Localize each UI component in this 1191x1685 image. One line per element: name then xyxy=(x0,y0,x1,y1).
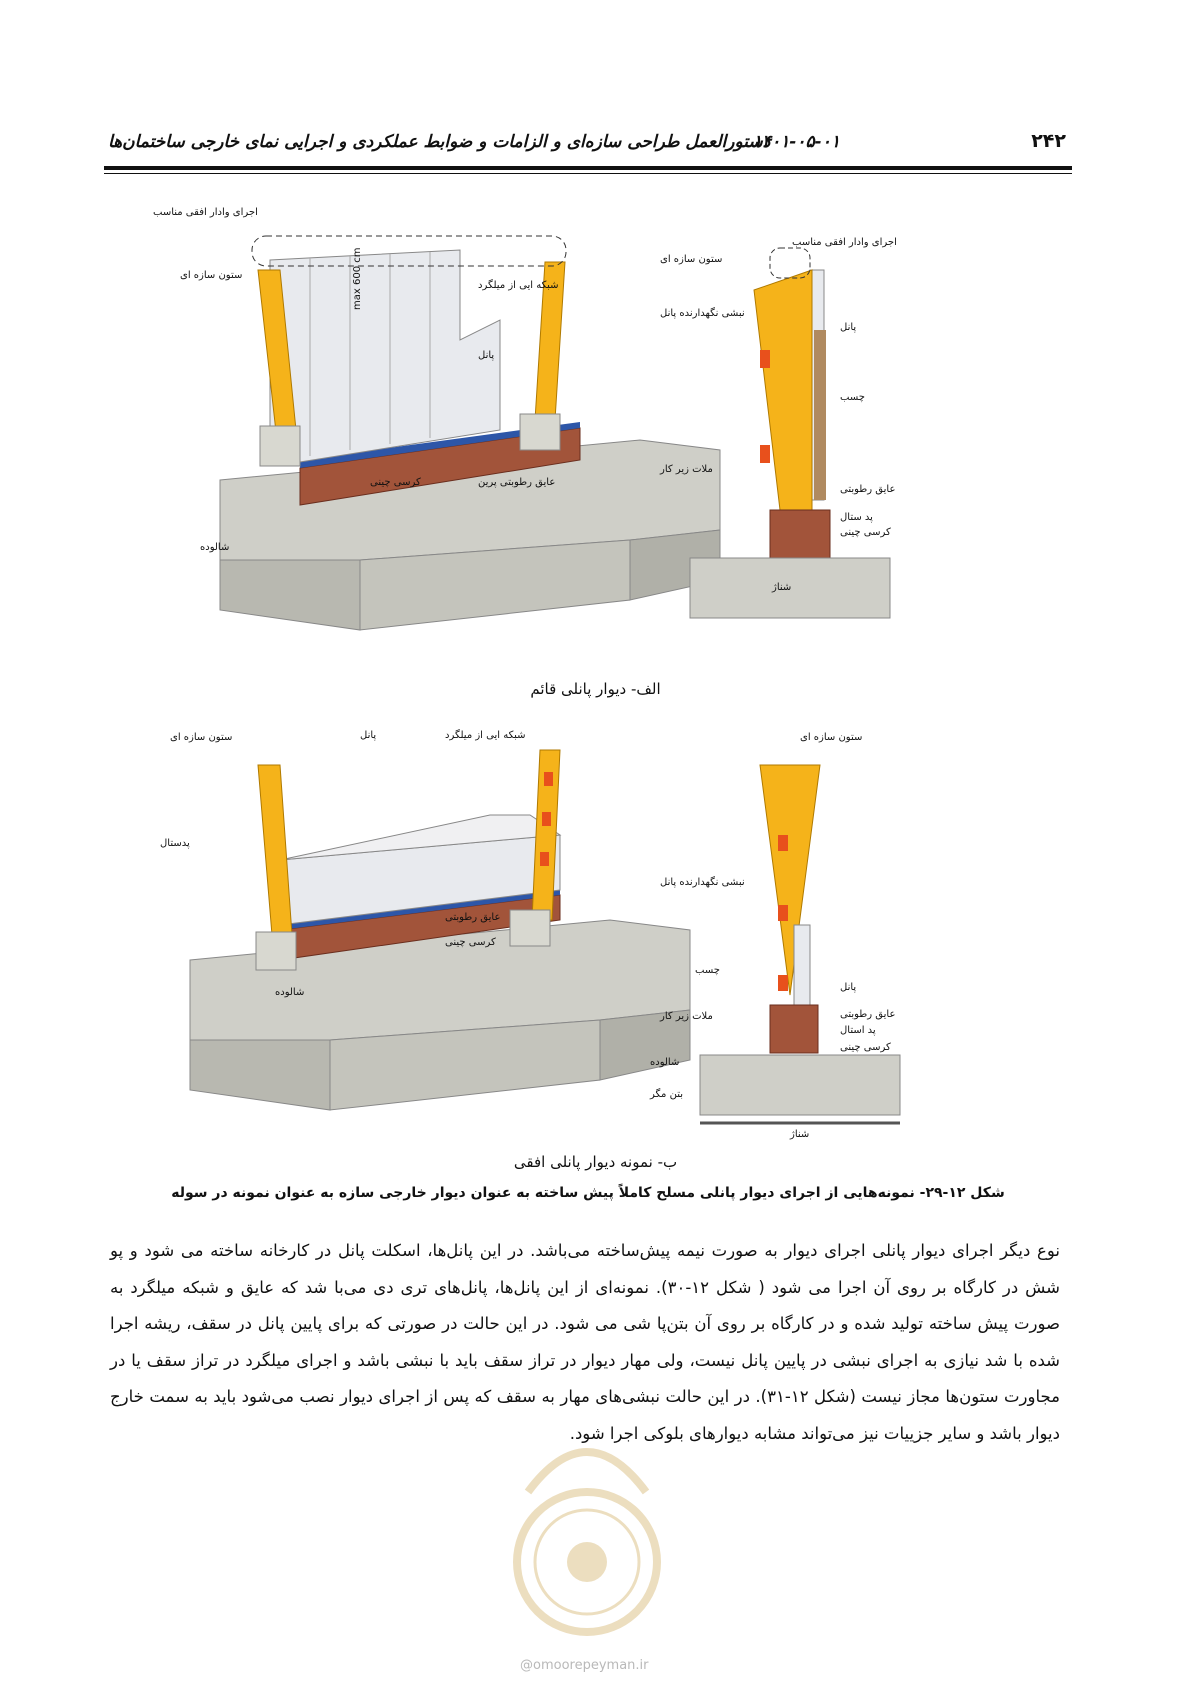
sec-a-footing: شناژ xyxy=(772,582,792,593)
sec-b-footing: شناژ xyxy=(790,1129,810,1140)
sec-b-structural-column: ستون سازه ای xyxy=(800,732,863,743)
sec-b-adhesive: چسب xyxy=(695,965,720,976)
b-label-grade-beam: شالوده xyxy=(275,987,305,998)
page-header xyxy=(104,126,1072,160)
b-label-pedestal: پدستال xyxy=(160,838,190,849)
sec-a-panel: پانل xyxy=(840,322,857,333)
sec-b-pedestal: پد استال xyxy=(840,1025,876,1036)
sec-b-mortar: ملات زیر کار xyxy=(660,1011,713,1022)
label-mesh: شبکه ایی از میلگرد xyxy=(478,280,559,291)
figure-b-section xyxy=(650,725,1010,1145)
sec-a-moisture-barrier: عایق رطوبتی xyxy=(840,484,896,495)
sec-a-structural-column: ستون سازه ای xyxy=(660,254,723,265)
sec-b-panel: پانل xyxy=(840,982,857,993)
figure-a-caption: الف- دیوار پانلی قائم xyxy=(530,680,661,698)
figure-a-section xyxy=(660,230,1010,620)
label-brick-plinth: کرسی چینی xyxy=(370,477,421,488)
header-rule xyxy=(104,166,1072,170)
figure-caption: شکل ۱۲-۲۹- نمونه‌هایی از اجرای دیوار پانلی مسلح کاملاً پیش ساخته به عنوان دیوار خارجی سازه به عنوان نمونه در سوله xyxy=(171,1185,1005,1201)
figure-b-caption: ب- نمونه دیوار پانلی افقی xyxy=(513,1153,678,1171)
header-title: دستورالعمل طراحی سازه‌ای و الزامات و ضوابط عملکردی و اجرایی نمای خارجی ساختمان‌ها xyxy=(108,132,771,152)
sec-a-mortar: ملات زیر کار xyxy=(660,464,713,475)
sec-a-brick-plinth: کرسی چینی xyxy=(840,527,891,538)
b-label-brick-plinth: کرسی چینی xyxy=(445,937,496,948)
sec-a-adhesive: چسب xyxy=(840,392,865,403)
sec-b-panel-angle: نبشی نگهدارنده پانل xyxy=(660,877,745,888)
label-structural-column: ستون سازه ای xyxy=(180,270,243,281)
b-label-moisture-barrier: عایق رطوبتی xyxy=(445,912,501,923)
sec-b-lean-concrete: بتن مگر xyxy=(650,1089,683,1100)
b-label-mesh: شبکه ایی از میلگرد xyxy=(445,730,526,741)
watermark-text: @omoorepeyman.ir xyxy=(520,1658,649,1673)
max-height-label: max 600 cm xyxy=(352,247,363,310)
sec-b-grade-beam: شالوده xyxy=(650,1057,680,1068)
b-label-structural-column: ستون سازه ای xyxy=(170,732,233,743)
page-number: ۲۴۲ xyxy=(1031,130,1066,152)
sec-b-moisture-barrier: عایق رطوبتی xyxy=(840,1009,896,1020)
header-rule-thin xyxy=(104,173,1072,174)
sec-b-brick-plinth: کرسی چینی xyxy=(840,1042,891,1053)
sec-a-pedestal: پد ستال xyxy=(840,512,873,523)
figure-a-3d xyxy=(153,200,723,670)
b-label-panel: پانل xyxy=(360,730,377,741)
header-date: ۱۴۰۱-۰۵-۰۱ xyxy=(752,132,840,152)
label-grade-beam: شالوده xyxy=(200,542,230,553)
seal-logo xyxy=(498,1402,676,1640)
sec-a-panel-angle: نبشی نگهدارنده پانل xyxy=(660,308,745,319)
label-panel: پانل xyxy=(478,350,495,361)
label-pier-moisture: عایق رطوبتی پرین xyxy=(478,477,556,488)
figure-b-3d xyxy=(160,720,710,1140)
sec-a-horizontal-brace: اجرای وادار افقی مناسب xyxy=(792,237,897,248)
label-horizontal-brace: اجرای وادار افقی مناسب xyxy=(153,207,258,218)
body-paragraph: نوع دیگر اجرای دیوار پانلی اجرای دیوار به صورت نیمه پیش‌ساخته می‌باشد. در این پانل‌ها، اسکلت پانل در کارخانه ساخته می شود و پو شش در کارگاه بر روی آن اجرا می شود ( شکل ۱۲-۳۰). نمونه‌ای از این پانل‌ها، پانل‌های تری دی می‌با شد که عایق و شبکه میلگرد به صورت پیش ساخته تولید شده و در کارگاه بر روی آن بتن‌پا شی می شود. در این حالت در صورتی که برای پایین پانل در سقف، ریشه اجرا شده با شد نیازی به اجرای نبشی در پایین پانل نیست، ولی مهار دیوار در تراز سقف باید با نبشی باشد و اجرای میلگرد در تراز سقف یا در مجاورت ستون‌ها مجاز نیست (شکل ۱۲-۳۱). در این حالت نبشی‌های مهار به سقف که پس از اجرای دیوار نصب می‌شود باید به سمت خارج دیوار باشد و سایر جزییات نیز می‌تواند مشابه دیوارهای بلوکی اجرا شود. xyxy=(110,1241,1060,1443)
